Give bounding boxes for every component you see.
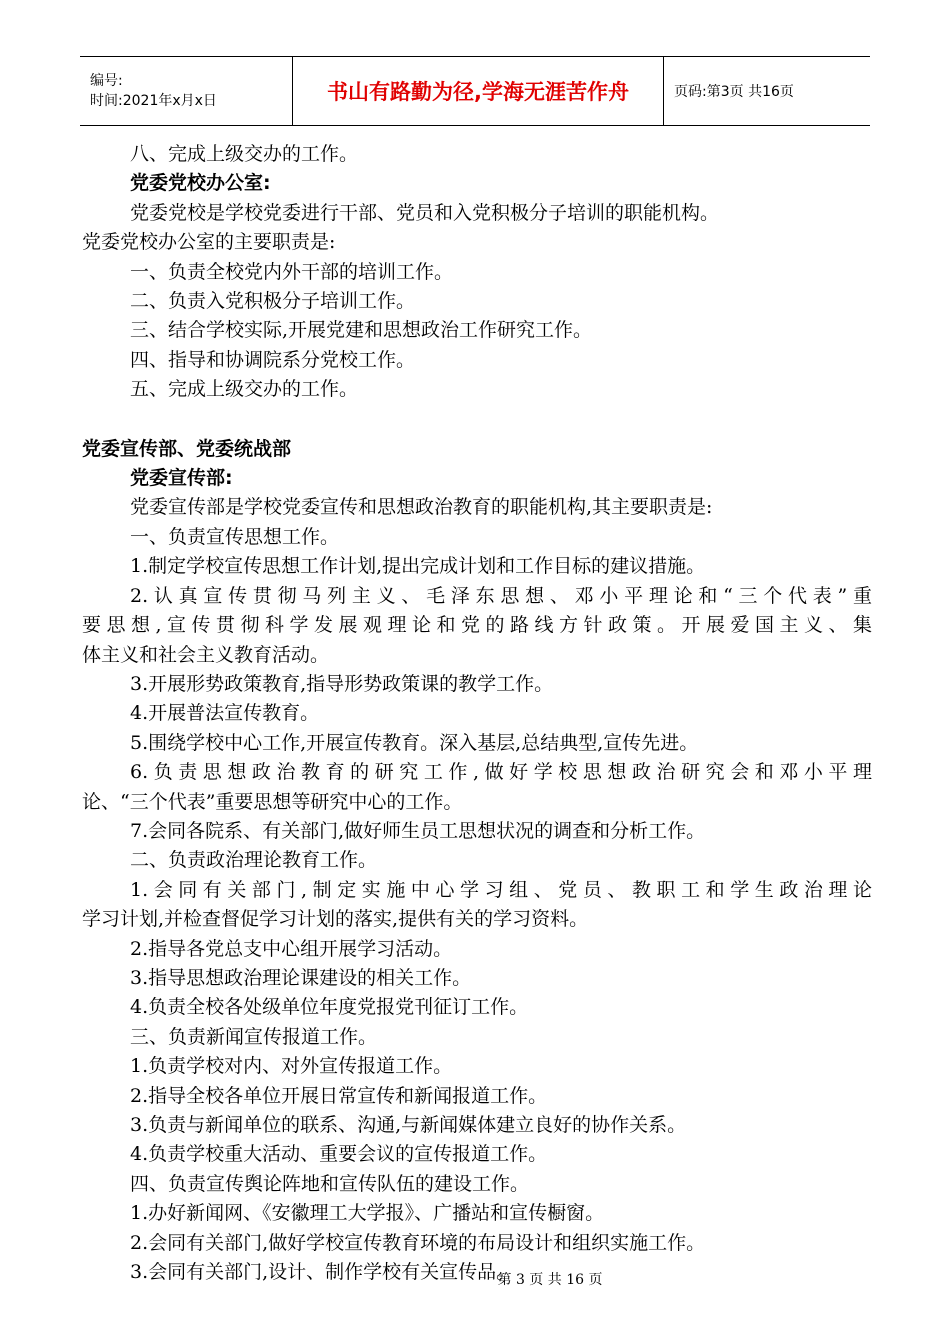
- list-item: 二、负责入党积极分子培训工作。: [130, 290, 416, 313]
- list-item: 八、完成上级交办的工作。: [130, 143, 359, 165]
- list-item: 2.指导各党总支中心组开展学习活动。: [130, 937, 453, 960]
- section-heading: 党委宣传部:: [130, 467, 233, 490]
- list-item: 2.会同有关部门,做好学校宣传教育环境的布局设计和组织实施工作。: [130, 1231, 706, 1254]
- list-item: 5.围绕学校中心工作,开展宣传教育。深入基层,总结典型,宣传先进。: [130, 731, 699, 754]
- time-label: 时间:2021年x月x日: [90, 93, 217, 109]
- list-item: 三、结合学校实际,开展党建和思想政治工作研究工作。: [130, 319, 593, 342]
- list-item: 4.负责全校各处级单位年度党报党刊征订工作。: [130, 996, 529, 1019]
- header-page-info: [664, 57, 870, 125]
- list-item: 3.开展形势政策教育,指导形势政策课的教学工作。: [130, 672, 554, 695]
- list-item: 3.负责与新闻单位的联系、沟通,与新闻媒体建立良好的协作关系。: [130, 1114, 687, 1136]
- header-motto: [292, 57, 664, 125]
- paragraph-line: 体主义和社会主义教育活动。: [82, 643, 330, 666]
- list-item: 一、负责宣传思想工作。: [130, 525, 340, 548]
- list-item: 4.负责学校重大活动、重要会议的宣传报道工作。: [130, 1143, 548, 1166]
- list-item: 2.指导全校各单位开展日常宣传和新闻报道工作。: [130, 1084, 548, 1107]
- section-heading: 党委党校办公室:: [130, 172, 271, 195]
- page-footer: 第 3 页 共 16 页: [497, 1272, 603, 1288]
- list-item: 1.负责学校对内、对外宣传报道工作。: [130, 1055, 453, 1078]
- document-body: [82, 140, 872, 1287]
- list-item: 五、完成上级交办的工作。: [130, 378, 359, 401]
- list-item: 1.制定学校宣传思想工作计划,提出完成计划和工作目标的建议措施。: [130, 555, 706, 578]
- list-item: 一、负责全校党内外干部的培训工作。: [130, 260, 454, 283]
- list-item: 7.会同各院系、有关部门,做好师生员工思想状况的调查和分析工作。: [130, 819, 706, 842]
- paragraph-line: 党委党校是学校党委进行干部、党员和入党积极分子培训的职能机构。: [130, 201, 720, 224]
- list-item: 三、负责新闻宣传报道工作。: [130, 1025, 378, 1048]
- motto-text: 书山有路勤为径,学海无涯苦作舟: [327, 80, 629, 104]
- paragraph-line: 党委党校办公室的主要职责是:: [82, 231, 336, 254]
- paragraph-line: 论、“三个代表”重要思想等研究中心的工作。: [82, 790, 463, 813]
- header-meta: [80, 57, 292, 125]
- list-item: 四、指导和协调院系分党校工作。: [130, 348, 416, 371]
- paragraph-line: 要思想,宣传贯彻科学发展观理论和党的路线方针政策。开展爱国主义、集: [82, 614, 872, 637]
- list-item: 3.指导思想政治理论课建设的相关工作。: [130, 966, 472, 989]
- page-header: [80, 56, 870, 126]
- list-item: 6.负责思想政治教育的研究工作,做好学校思想政治研究会和邓小平理: [130, 761, 872, 784]
- spacer: [82, 405, 872, 435]
- paragraph-line: 学习计划,并检查督促学习计划的落实,提供有关的学习资料。: [82, 908, 589, 931]
- list-item: 四、负责宣传舆论阵地和宣传队伍的建设工作。: [130, 1172, 530, 1195]
- list-item: 3.会同有关部门,设计、制作学校有关宣传品。: [130, 1261, 516, 1284]
- list-item: 1.会同有关部门,制定实施中心学习组、党员、教职工和学生政治理论: [130, 878, 872, 901]
- list-item: 二、负责政治理论教育工作。: [130, 849, 378, 872]
- page-info-text: 页码:第3页 共16页: [674, 84, 794, 100]
- list-item: 1.办好新闻网、《安徽理工大学报》、广播站和宣传橱窗。: [130, 1202, 605, 1225]
- list-item: 4.开展普法宣传教育。: [130, 702, 320, 725]
- list-item: 2.认真宣传贯彻马列主义、毛泽东思想、邓小平理论和“三个代表”重: [130, 584, 872, 607]
- chapter-heading: 党委宣传部、党委统战部: [82, 437, 292, 460]
- paragraph-line: 党委宣传部是学校党委宣传和思想政治教育的职能机构,其主要职责是:: [130, 496, 713, 519]
- number-label: 编号:: [90, 73, 123, 89]
